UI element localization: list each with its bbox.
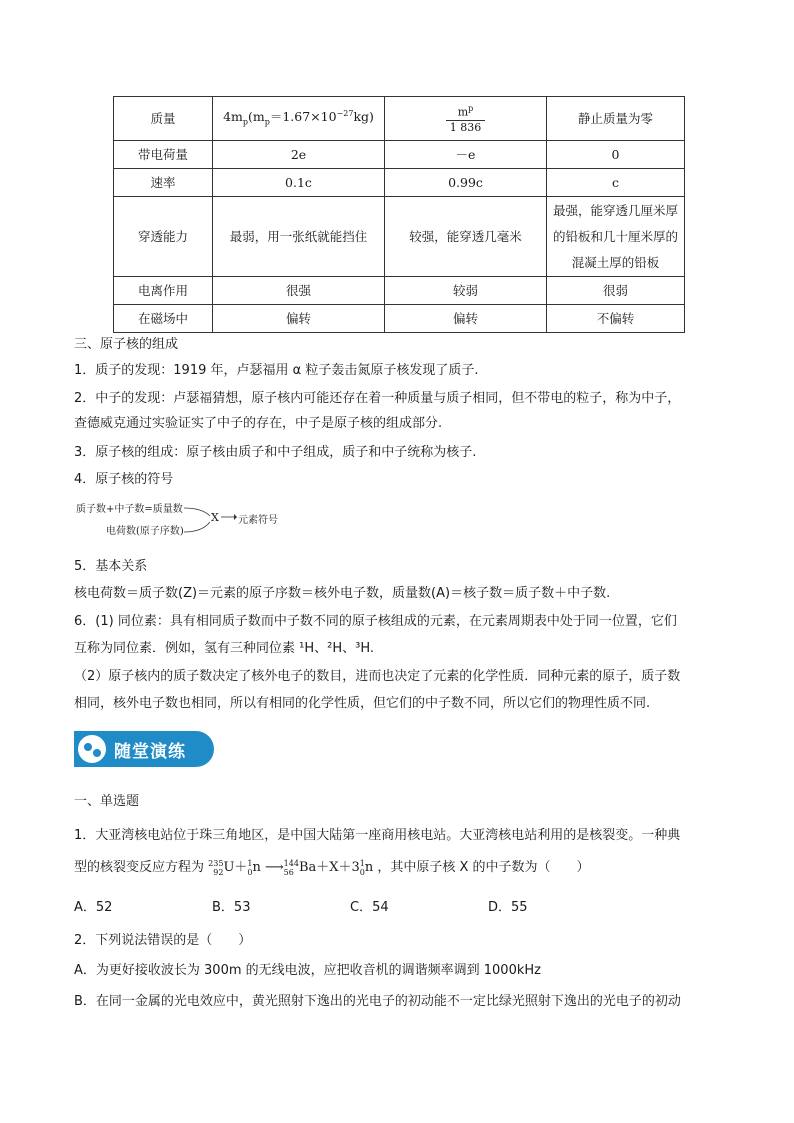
nucleus-symbol-diagram — [76, 500, 296, 540]
question-text: 型的核裂变反应方程为 235 92U＋1 0n ⟶144 56 Ba＋X＋31 0n ，其中原子核 X 的中子数为（ ） — [74, 858, 590, 877]
option-b[interactable]: B．在同一金属的光电效应中，黄光照射下逸出的光电子的初动能不一定比绿光照射下逸出的光电子的初动 — [74, 994, 681, 1009]
practice-banner — [74, 731, 214, 767]
banner-title: 随堂演练 — [114, 742, 186, 762]
diagram-element-x: X — [211, 511, 219, 524]
alpha-cell: 很强 — [213, 277, 385, 305]
paragraph: （2）原子核内的质子数决定了核外电子的数目，进而也决定了元素的化学性质．同种元素的原子，质子数 — [74, 669, 681, 684]
gamma-cell: c — [547, 169, 685, 197]
paragraph: 6．(1) 同位素：具有相同质子数而中子数不同的原子核组成的元素，在元素周期表中处于同一位置，它们 — [74, 614, 677, 629]
alpha-cell: 0.1c — [213, 169, 385, 197]
table-row — [114, 169, 685, 197]
options-row — [74, 898, 626, 918]
beta-cell: 0.99c — [385, 169, 547, 197]
row-label: 质量 — [114, 97, 213, 141]
question-text: 1．大亚湾核电站位于珠三角地区，是中国大陆第一座商用核电站。大亚湾核电站利用的是核裂变。一种典 — [74, 828, 681, 843]
table-row — [114, 197, 685, 277]
question-text: 2．下列说法错误的是（ ） — [74, 933, 252, 948]
row-label: 速率 — [114, 169, 213, 197]
option-a[interactable]: A．52 — [74, 900, 113, 915]
row-label: 电离作用 — [114, 277, 213, 305]
table-row — [114, 305, 685, 333]
section-heading: 三、原子核的组成 — [74, 337, 179, 352]
alpha-cell: 2e — [213, 141, 385, 169]
gamma-mass-cell: 静止质量为零 — [547, 97, 685, 141]
option-b[interactable]: B．53 — [212, 900, 251, 915]
beta-cell: 较弱 — [385, 277, 547, 305]
beta-cell: 偏转 — [385, 305, 547, 333]
table-row — [114, 141, 685, 169]
radiation-properties-table — [113, 96, 685, 333]
paragraph: 2．中子的发现：卢瑟福猜想，原子核内可能还存在着一种质量与质子相同，但不带电的粒子，称为中子， — [74, 391, 681, 406]
diagram-charge-number-label: 电荷数(原子序数) — [106, 526, 184, 537]
people-icon — [76, 733, 108, 765]
beta-mass-cell: $\frac{m^p}{1 836}$ — [385, 97, 547, 141]
gamma-cell: 不偏转 — [547, 305, 685, 333]
option-d[interactable]: D．55 — [488, 900, 528, 915]
paragraph: 5．基本关系 — [74, 559, 148, 574]
option-c[interactable]: C．54 — [350, 900, 389, 915]
paragraph: 1．质子的发现：1919 年，卢瑟福用 α 粒子轰击氮原子核发现了质子. — [74, 363, 479, 378]
fission-equation: 235 92U＋1 0n ⟶144 56 Ba＋X＋31 0n — [208, 858, 374, 877]
beta-cell: －e — [385, 141, 547, 169]
row-label: 在磁场中 — [114, 305, 213, 333]
diagram-element-symbol-label: 元素符号 — [238, 515, 278, 526]
alpha-cell: 偏转 — [213, 305, 385, 333]
paragraph: 相同，核外电子数也相同，所以有相同的化学性质，但它们的中子数不同，所以它们的物理性质不同. — [74, 696, 651, 711]
alpha-mass-cell: $4m_p(m_p=1.67\times 10^{-27}kg)$ — [213, 97, 385, 141]
paragraph: 3．原子核的组成：原子核由质子和中子组成，质子和中子统称为核子. — [74, 445, 477, 460]
diagram-mass-number-label: 质子数+中子数=质量数 — [76, 504, 183, 515]
table-row — [114, 277, 685, 305]
arrow-right-icon — [221, 513, 237, 521]
paragraph: 核电荷数＝质子数(Z)＝元素的原子序数＝核外电子数，质量数(A)＝核子数＝质子数＋中子数. — [74, 586, 611, 601]
gamma-cell: 最强，能穿透几厘米厚 的铅板和几十厘米厚的 混凝土厚的铅板 — [547, 197, 685, 277]
beta-cell: 较强，能穿透几毫米 — [385, 197, 547, 277]
table-row — [114, 97, 685, 141]
paragraph: 4．原子核的符号 — [74, 472, 174, 487]
gamma-cell: 很弱 — [547, 277, 685, 305]
row-label: 穿透能力 — [114, 197, 213, 277]
paragraph: 互称为同位素．例如，氢有三种同位素 ¹H、²H、³H. — [74, 641, 374, 656]
option-a[interactable]: A．为更好接收波长为 300m 的无线电波，应把收音机的调谐频率调到 1000kHz — [74, 963, 541, 978]
row-label: 带电荷量 — [114, 141, 213, 169]
alpha-cell: 最弱，用一张纸就能挡住 — [213, 197, 385, 277]
paragraph: 查德威克通过实验证实了中子的存在，中子是原子核的组成部分. — [74, 416, 443, 431]
gamma-cell: 0 — [547, 141, 685, 169]
section-heading: 一、单选题 — [74, 794, 140, 809]
